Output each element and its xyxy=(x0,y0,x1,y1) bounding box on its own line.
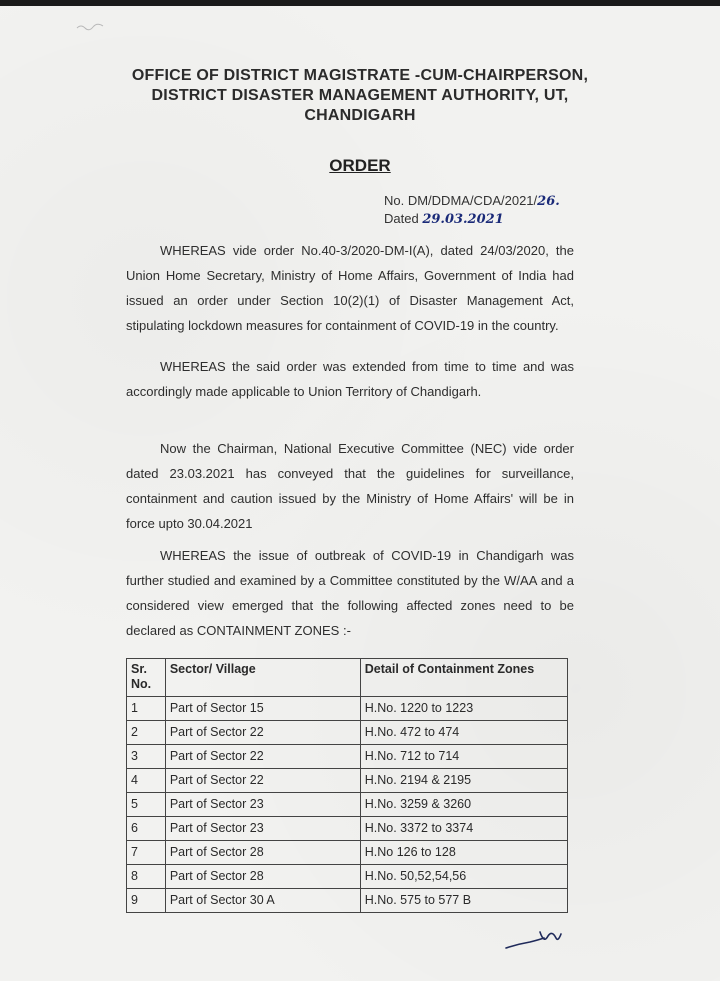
paragraph-2-text: WHEREAS the said order was extended from time to time and was accordingly made applicable to Union Territory of Chandigarh. xyxy=(126,359,574,399)
header-line-1: OFFICE OF DISTRICT MAGISTRATE -CUM-CHAIRPERSON, xyxy=(131,67,589,84)
table-row xyxy=(127,865,568,889)
cell-sr-no: 6 xyxy=(127,817,166,841)
cell-zone-detail: H.No. 3372 to 3374 xyxy=(360,817,567,841)
table-row xyxy=(127,697,568,721)
header-sector-village: Sector/ Village xyxy=(165,659,360,697)
cell-zone-detail: H.No. 472 to 474 xyxy=(360,721,567,745)
header-zone-detail: Detail of Containment Zones xyxy=(360,659,567,697)
cell-zone-detail: H.No. 50,52,54,56 xyxy=(360,865,567,889)
cell-zone-detail: H.No. 1220 to 1223 xyxy=(360,697,567,721)
cell-zone-detail: H.No. 3259 & 3260 xyxy=(360,793,567,817)
paragraph-3-text: Now the Chairman, National Executive Committee (NEC) vide order dated 23.03.2021 has conveyed that the guidelines for surveillance, containment and caution issued by the Ministry of Home Affairs' will be in force upto 30.04.2021 xyxy=(126,441,574,531)
cell-zone-detail: H.No. 712 to 714 xyxy=(360,745,567,769)
header-line-3: CHANDIGARH xyxy=(304,107,416,124)
office-header xyxy=(0,66,720,126)
header-line-2: DISTRICT DISASTER MANAGEMENT AUTHORITY, UT, xyxy=(151,87,569,104)
cell-sr-no: 1 xyxy=(127,697,166,721)
paragraph-1-text: WHEREAS vide order No.40-3/2020-DM-I(A), dated 24/03/2020, the Union Home Secretary, Ministry of Home Affairs, Government of India had issued an order under Section 10(2)(1) of Disaster Management Act, stipulating lockdown measures for containment of COVID-19 in the country. xyxy=(126,243,574,333)
table-row xyxy=(127,841,568,865)
cell-sr-no: 5 xyxy=(127,793,166,817)
reference-block xyxy=(384,192,560,228)
document-page xyxy=(0,6,720,981)
cell-sector: Part of Sector 22 xyxy=(165,769,360,793)
header-sr-no: Sr. No. xyxy=(127,659,166,697)
cell-sr-no: 3 xyxy=(127,745,166,769)
cell-sr-no: 4 xyxy=(127,769,166,793)
cell-sector: Part of Sector 28 xyxy=(165,865,360,889)
table-row xyxy=(127,793,568,817)
table-row xyxy=(127,817,568,841)
reference-date-label: Dated xyxy=(384,211,419,226)
paragraph-3 xyxy=(126,436,574,536)
containment-zones-table xyxy=(126,658,568,913)
cell-zone-detail: H.No 126 to 128 xyxy=(360,841,567,865)
table-row xyxy=(127,769,568,793)
cell-sr-no: 8 xyxy=(127,865,166,889)
cell-sector: Part of Sector 22 xyxy=(165,745,360,769)
cell-sector: Part of Sector 23 xyxy=(165,793,360,817)
corner-scribble-mark xyxy=(76,22,104,32)
cell-sector: Part of Sector 28 xyxy=(165,841,360,865)
order-title: ORDER xyxy=(329,156,391,175)
cell-sr-no: 2 xyxy=(127,721,166,745)
paragraph-4-text: WHEREAS the issue of outbreak of COVID-19 in Chandigarh was further studied and examined by a Committee constituted by the W/AA and a considered view emerged that the following affected zones need to be declared as CONTAINMENT ZONES :- xyxy=(126,548,574,638)
cell-zone-detail: H.No. 2194 & 2195 xyxy=(360,769,567,793)
reference-number-label: No. DM/DDMA/CDA/2021/ xyxy=(384,193,538,208)
cell-sector: Part of Sector 22 xyxy=(165,721,360,745)
cell-sr-no: 7 xyxy=(127,841,166,865)
signature-scribble xyxy=(504,924,564,954)
reference-number xyxy=(384,192,560,210)
paragraph-2 xyxy=(126,354,574,404)
table-row xyxy=(127,745,568,769)
paragraph-4 xyxy=(126,543,574,643)
table-row xyxy=(127,889,568,913)
table-header-row xyxy=(127,659,568,697)
reference-date xyxy=(384,210,560,228)
cell-sector: Part of Sector 30 A xyxy=(165,889,360,913)
reference-date-handwritten: 29.03.2021 xyxy=(422,212,504,227)
cell-sector: Part of Sector 23 xyxy=(165,817,360,841)
table-row xyxy=(127,721,568,745)
paragraph-1 xyxy=(126,238,574,338)
cell-zone-detail: H.No. 575 to 577 B xyxy=(360,889,567,913)
cell-sector: Part of Sector 15 xyxy=(165,697,360,721)
cell-sr-no: 9 xyxy=(127,889,166,913)
reference-number-handwritten: 26. xyxy=(537,194,560,209)
